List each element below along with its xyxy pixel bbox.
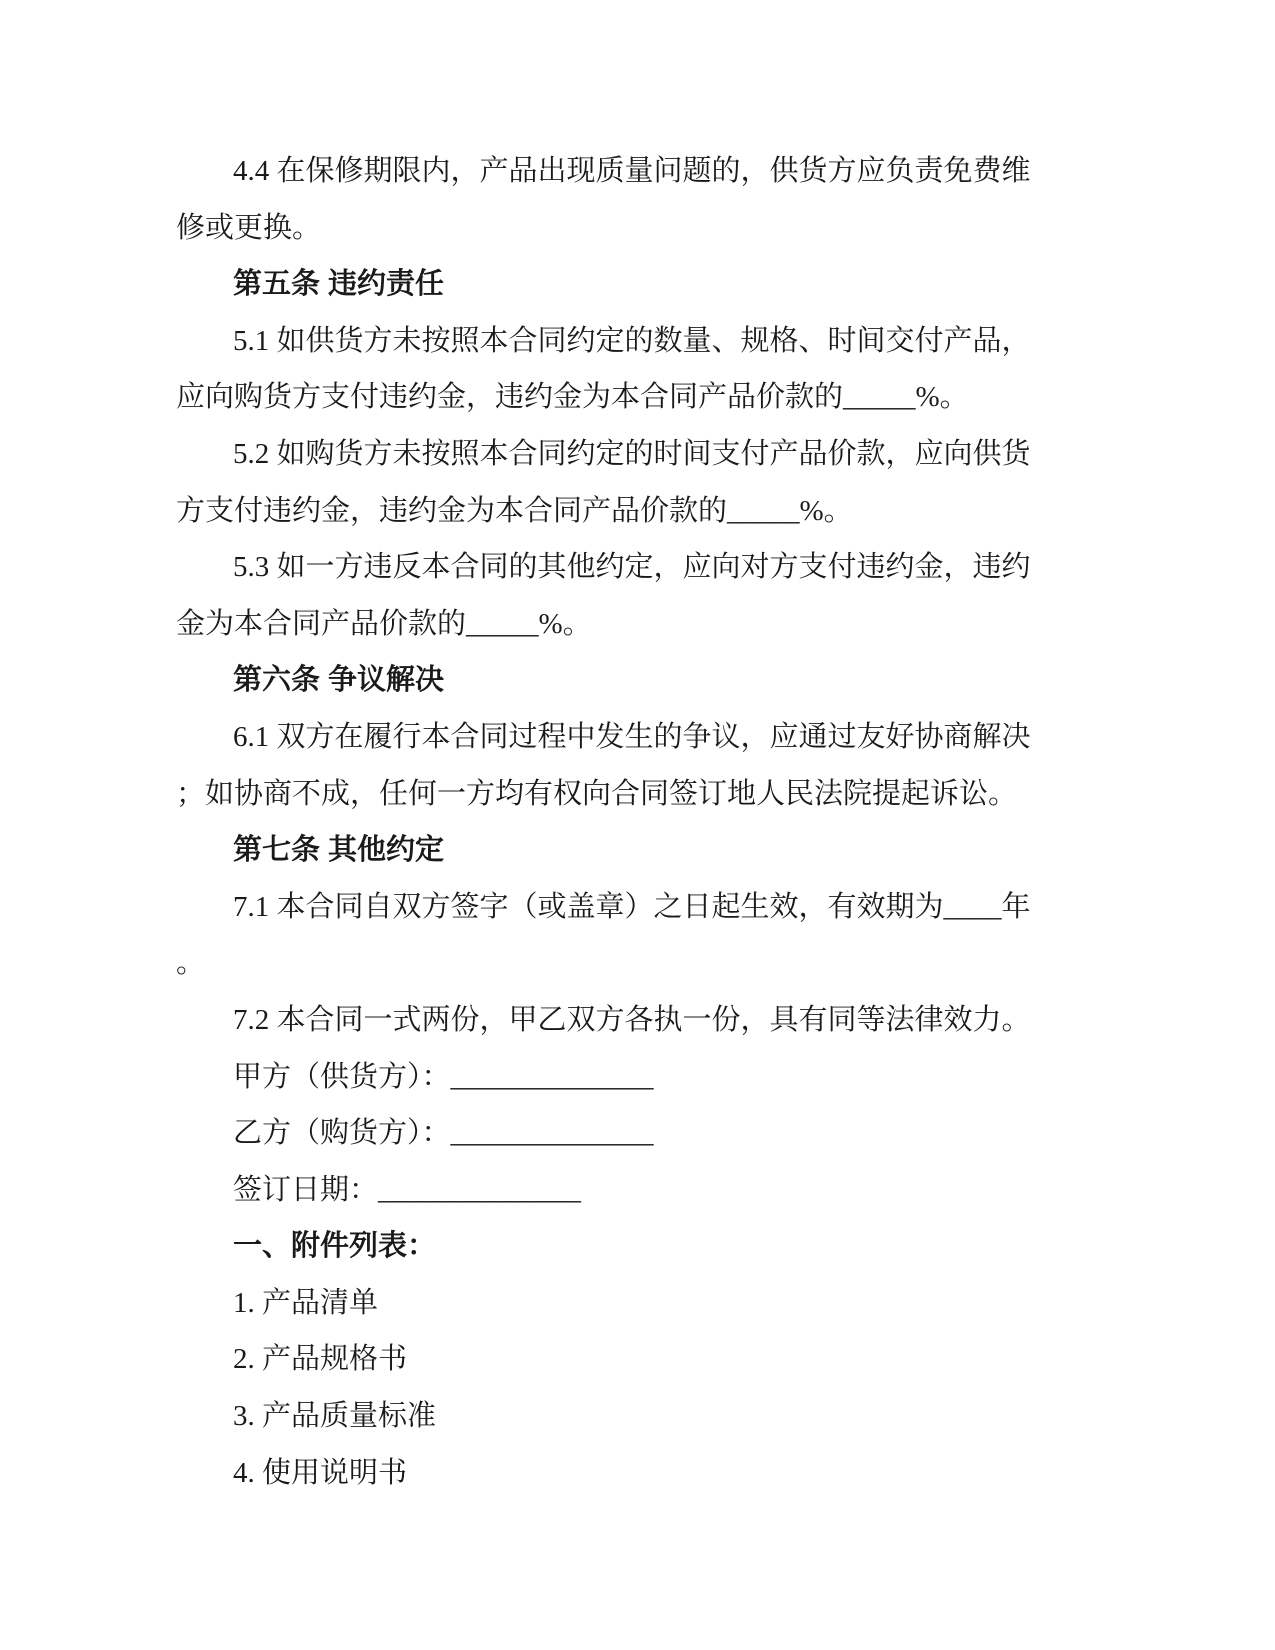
paragraph-line: 金为本合同产品价款的_____%。	[176, 607, 592, 640]
paragraph-line: 3. 产品质量标准	[233, 1400, 437, 1433]
paragraph-line: 2. 产品规格书	[233, 1343, 408, 1376]
paragraph-line: 修或更换。	[176, 211, 322, 244]
paragraph-line: 方支付违约金，违约金为本合同产品价款的_____%。	[176, 494, 853, 527]
paragraph-line: 4.4 在保修期限内，产品出现质量问题的，供货方应负责免费维	[233, 155, 1031, 187]
heading-line: 第六条 争议解决	[233, 664, 445, 697]
paragraph-line: 。	[176, 947, 206, 980]
paragraph-line: 甲方（供货方）：______________	[233, 1060, 654, 1093]
paragraph-line: ；如协商不成，任何一方均有权向合同签订地人民法院提起诉讼。	[176, 777, 1018, 810]
document-body	[176, 143, 1076, 1501]
paragraph-line: 签订日期：______________	[233, 1173, 582, 1206]
paragraph-line: 6.1 双方在履行本合同过程中发生的争议，应通过友好协商解决	[233, 720, 1031, 753]
paragraph-line: 5.1 如供货方未按照本合同约定的数量、规格、时间交付产品，	[233, 324, 1031, 357]
heading-line: 第七条 其他约定	[233, 834, 445, 867]
paragraph-line: 5.3 如一方违反本合同的其他约定，应向对方支付违约金，违约	[233, 551, 1031, 584]
paragraph-line: 7.2 本合同一式两份，甲乙双方各执一份，具有同等法律效力。	[233, 1003, 1031, 1036]
paragraph-line: 1. 产品清单	[233, 1286, 379, 1319]
heading-line: 一、附件列表：	[233, 1230, 437, 1263]
paragraph-line: 7.1 本合同自双方签字（或盖章）之日起生效，有效期为____年	[233, 890, 1031, 923]
heading-line: 第五条 违约责任	[233, 268, 445, 301]
paragraph-line: 乙方（购货方）：______________	[233, 1117, 654, 1150]
paragraph-line: 5.2 如购货方未按照本合同约定的时间支付产品价款，应向供货	[233, 437, 1031, 470]
paragraph-line: 4. 使用说明书	[233, 1456, 408, 1489]
paragraph-line: 应向购货方支付违约金，违约金为本合同产品价款的_____%。	[176, 381, 969, 414]
